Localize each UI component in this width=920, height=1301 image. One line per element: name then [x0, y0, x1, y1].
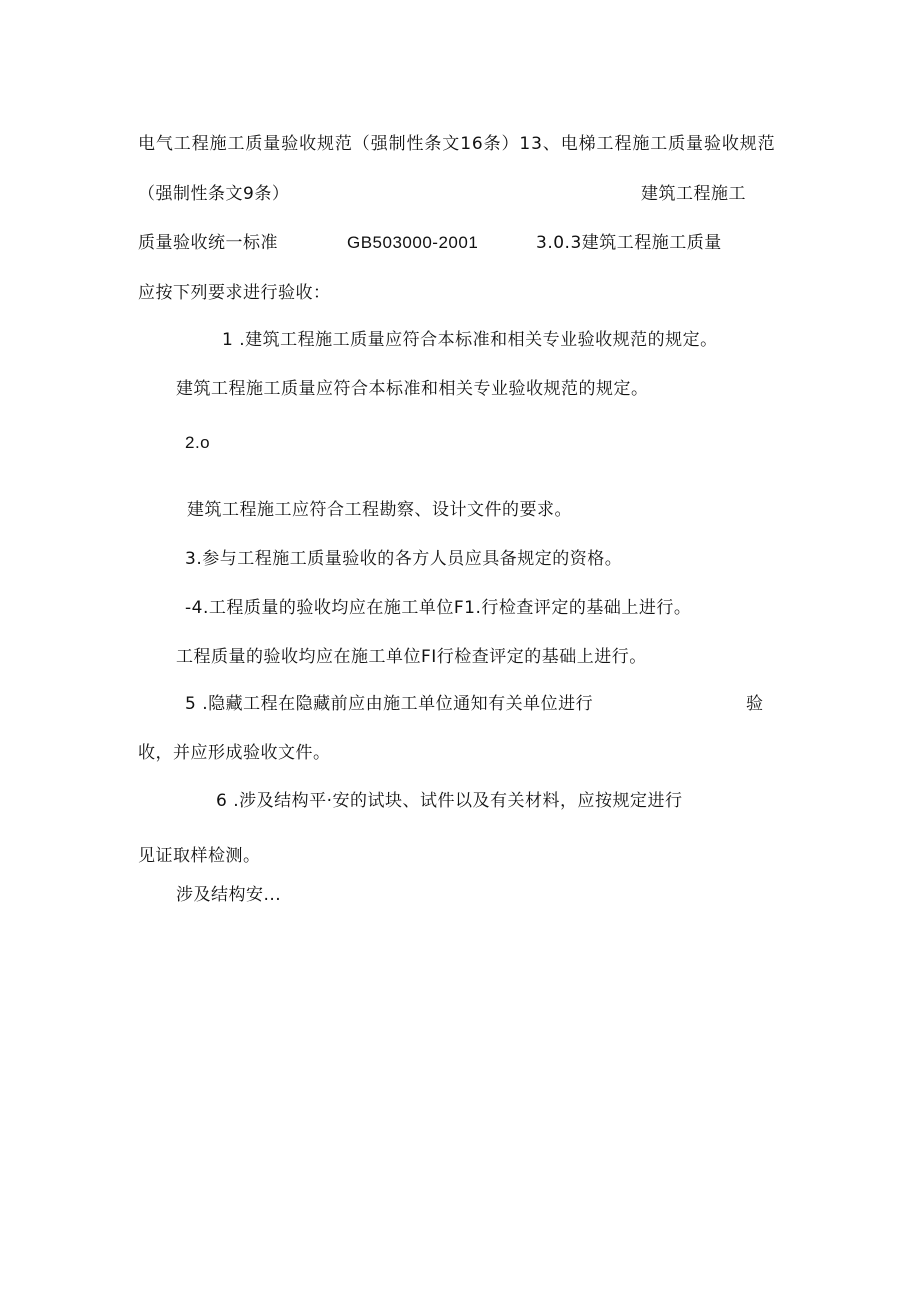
- text-line-15: 见证取样检测。: [138, 846, 261, 866]
- text-line-16: 涉及结构安...: [176, 885, 282, 905]
- text-line-12a: 5 .隐藏工程在隐藏前应由施工单位通知有关单位进行: [185, 694, 594, 714]
- text-line-11: 工程质量的验收均应在施工单位FI行检查评定的基础上进行。: [176, 647, 647, 667]
- text-line-8: 建筑工程施工应符合工程勘察、设计文件的要求。: [187, 500, 572, 520]
- text-line-3a: 质量验收统一标准: [138, 233, 278, 253]
- text-line-10: -4.工程质量的验收均应在施工单位F1.行检查评定的基础上进行。: [185, 598, 692, 618]
- text-line-12b: 验: [746, 694, 764, 714]
- text-line-2a: （强制性条文9条）: [138, 184, 290, 204]
- text-line-7: 2.o: [185, 433, 211, 452]
- text-line-9: 3.参与工程施工质量验收的各方人员应具备规定的资格。: [185, 549, 623, 569]
- text-line-4: 应按下列要求进行验收：: [138, 283, 331, 303]
- text-line-2b: 建筑工程施工: [641, 184, 746, 204]
- text-line-3c: 3.0.3建筑工程施工质量: [536, 233, 722, 253]
- text-line-13: 收，并应形成验收文件。: [138, 743, 331, 763]
- text-line-5: 1 .建筑工程施工质量应符合本标准和相关专业验收规范的规定。: [222, 330, 718, 350]
- text-line-14: 6 .涉及结构平·安的试块、试件以及有关材料，应按规定进行: [216, 791, 683, 811]
- text-line-3b: GB503000-2001: [347, 233, 479, 252]
- text-line-1: 电气工程施工质量验收规范（强制性条文16条）13、电梯工程施工质量验收规范: [138, 134, 776, 154]
- text-line-6: 建筑工程施工质量应符合本标准和相关专业验收规范的规定。: [176, 379, 649, 399]
